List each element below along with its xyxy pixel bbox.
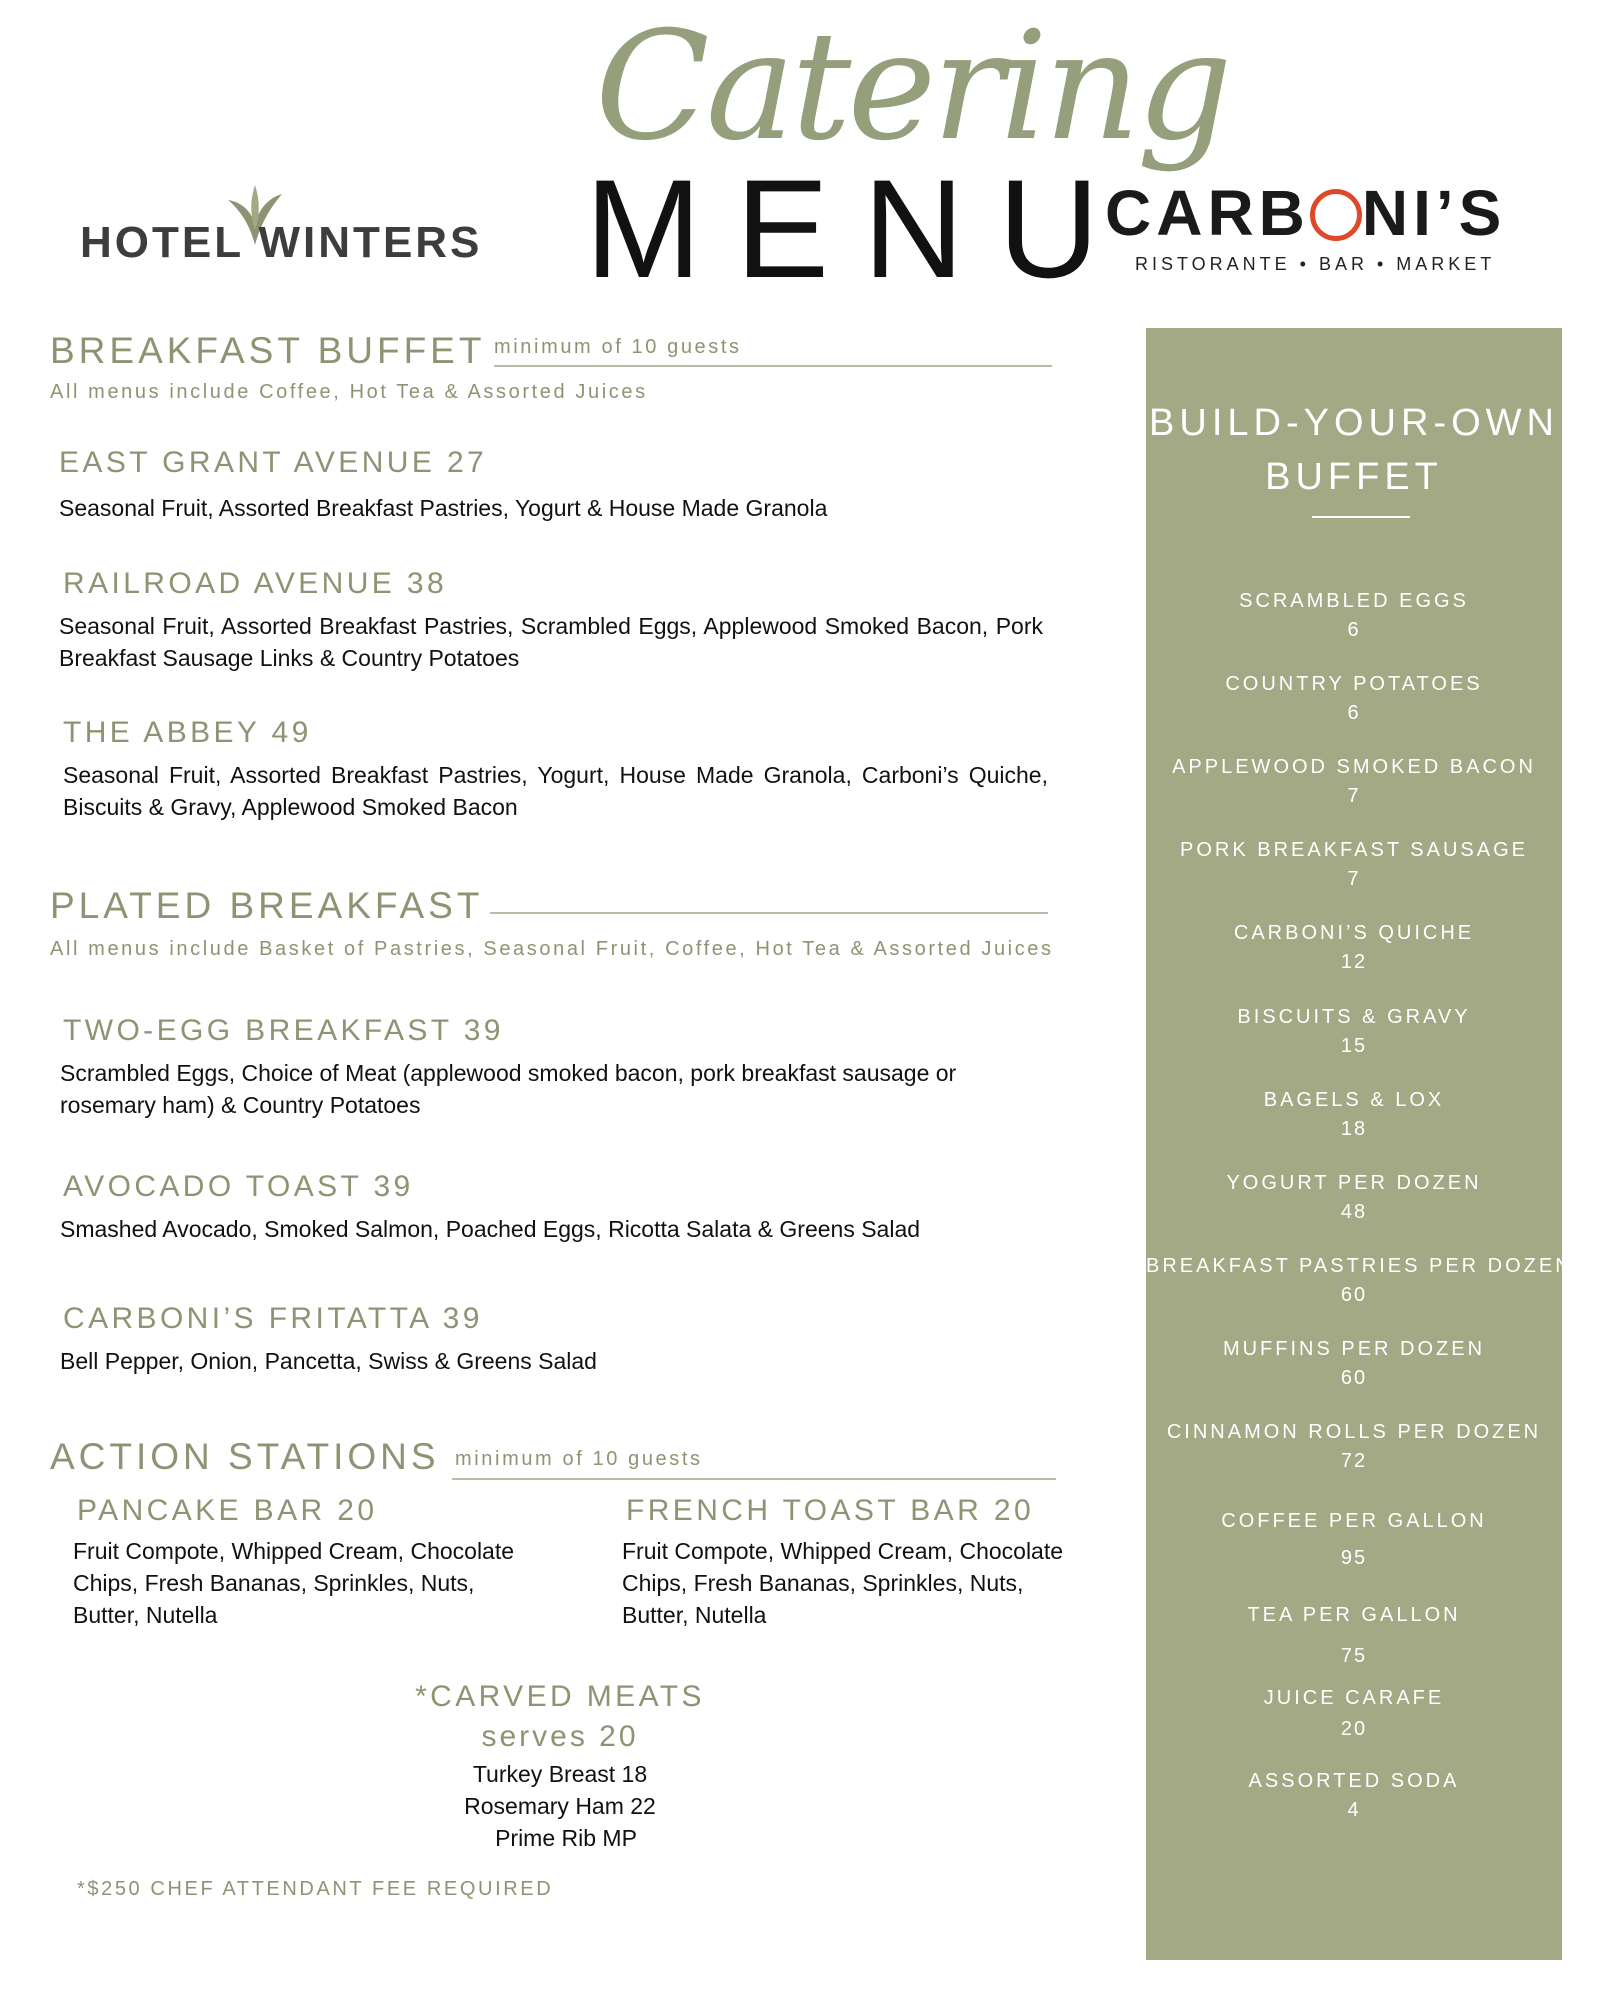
action-stations-minimum: minimum of 10 guests	[455, 1448, 703, 1470]
carbonis-logo	[1105, 176, 1525, 275]
french-toast-bar-title: FRENCH TOAST BAR 20	[626, 1494, 1035, 1527]
two-egg-breakfast-desc: Scrambled Eggs, Choice of Meat (applewood smoked bacon, pork breakfast sausage or rosemary ham) & Country Potatoes	[60, 1060, 957, 1118]
sidebar-item-price: 60	[1340, 1367, 1368, 1389]
breakfast-buffet-minimum: minimum of 10 guests	[494, 336, 742, 358]
sidebar-item-name: JUICE CARAFE	[1263, 1687, 1445, 1709]
two-egg-breakfast-title: TWO-EGG BREAKFAST 39	[63, 1014, 504, 1047]
sidebar-menu-item	[1146, 1255, 1573, 1307]
hotel-winters-logo	[80, 180, 500, 280]
pancake-bar-desc: Fruit Compote, Whipped Cream, Chocolate Chips, Fresh Bananas, Sprinkles, Nuts, Butter, Nutella	[73, 1538, 515, 1628]
sidebar-item-name: MUFFINS PER DOZEN	[1222, 1338, 1486, 1360]
sidebar-menu-item	[1146, 1421, 1562, 1473]
avocado-toast-title: AVOCADO TOAST 39	[63, 1170, 414, 1203]
french-toast-bar-desc: Fruit Compote, Whipped Cream, Chocolate Chips, Fresh Bananas, Sprinkles, Nuts, Butter, Nutella	[622, 1538, 1064, 1628]
sidebar-item-price: 7	[1347, 868, 1361, 890]
carbonis-fritatta-title: CARBONI’S FRITATTA 39	[63, 1302, 483, 1335]
sidebar-item-name: COUNTRY POTATOES	[1225, 673, 1483, 695]
breakfast-buffet-rule	[494, 365, 1052, 367]
sidebar-item-price: 7	[1347, 785, 1361, 807]
sidebar-item-name: SCRAMBLED EGGS	[1239, 590, 1469, 612]
breakfast-buffet-title: BREAKFAST BUFFET	[50, 330, 486, 371]
east-grant-avenue-desc: Seasonal Fruit, Assorted Breakfast Pastries, Yogurt & House Made Granola	[59, 495, 828, 521]
railroad-avenue-desc: Seasonal Fruit, Assorted Breakfast Pastries, Scrambled Eggs, Applewood Smoked Bacon, Pork Breakfast Sausage Links & Country Potatoes	[59, 613, 1043, 671]
plated-breakfast-title: PLATED BREAKFAST	[50, 885, 484, 926]
sidebar-menu-item	[1146, 1172, 1562, 1224]
build-your-own-buffet-panel	[1146, 328, 1573, 1960]
sidebar-menu-item	[1146, 1006, 1562, 1058]
sidebar-menu-item	[1146, 1089, 1562, 1141]
hotel-winters-logo-text: HOTEL WINTERS	[80, 218, 483, 267]
sidebar-item-name: COFFEE PER GALLON	[1221, 1510, 1487, 1532]
sidebar-item-price: 75	[1340, 1645, 1368, 1667]
plated-breakfast-rule	[490, 912, 1048, 914]
carbonis-logo-subtitle: RISTORANTE • BAR • MARKET	[1135, 254, 1496, 274]
sidebar-item-name: CINNAMON ROLLS PER DOZEN	[1166, 1421, 1542, 1443]
carbonis-fritatta-desc: Bell Pepper, Onion, Pancetta, Swiss & Greens Salad	[60, 1348, 597, 1374]
sidebar-item-price: 20	[1340, 1718, 1368, 1740]
sidebar-item-name: BISCUITS & GRAVY	[1237, 1006, 1471, 1028]
carved-meats-item: Rosemary Ham 22	[464, 1793, 656, 1819]
carved-meats-title: *CARVED MEATS	[415, 1680, 705, 1713]
chef-fee-note: *$250 CHEF ATTENDANT FEE REQUIRED	[77, 1878, 554, 1900]
catering-script-title: Catering	[595, 0, 1229, 174]
sidebar-item-price: 15	[1340, 1035, 1368, 1057]
sidebar-item-price: 18	[1340, 1118, 1368, 1140]
sidebar-item-name: APPLEWOOD SMOKED BACON	[1172, 756, 1536, 778]
carved-meats-block	[360, 1680, 760, 1854]
sidebar-item-price: 72	[1340, 1450, 1368, 1472]
sidebar-item-price: 60	[1340, 1284, 1368, 1306]
plated-breakfast-note: All menus include Basket of Pastries, Seasonal Fruit, Coffee, Hot Tea & Assorted Juices	[50, 938, 1054, 960]
carved-meats-item: Turkey Breast 18	[472, 1761, 648, 1787]
sidebar-item-price: 48	[1340, 1201, 1368, 1223]
the-abbey-desc: Seasonal Fruit, Assorted Breakfast Pastries, Yogurt, House Made Granola, Carboni’s Quiche, Biscuits & Gravy, Applewood Smoked Bacon	[63, 762, 1048, 820]
sidebar-menu-item	[1146, 1687, 1562, 1741]
sidebar-menu-item	[1146, 922, 1562, 974]
carved-meats-item: Prime Rib MP	[495, 1825, 637, 1851]
sidebar-item-price: 12	[1340, 951, 1368, 973]
sidebar-item-price: 4	[1347, 1799, 1361, 1821]
action-stations-title: ACTION STATIONS	[50, 1436, 440, 1477]
carved-meats-serves: serves 20	[481, 1720, 639, 1753]
avocado-toast-desc: Smashed Avocado, Smoked Salmon, Poached Eggs, Ricotta Salata & Greens Salad	[60, 1216, 921, 1242]
sidebar-menu-item	[1146, 1770, 1562, 1822]
menu-title: MENU	[585, 150, 1134, 307]
sidebar-menu-item	[1146, 756, 1562, 808]
breakfast-buffet-note: All menus include Coffee, Hot Tea & Assorted Juices	[50, 381, 648, 403]
east-grant-avenue-title: EAST GRANT AVENUE 27	[59, 446, 488, 479]
sidebar-menu-item	[1146, 1604, 1562, 1668]
sidebar-item-name: YOGURT PER DOZEN	[1226, 1172, 1482, 1194]
sidebar-item-name: PORK BREAKFAST SAUSAGE	[1180, 839, 1528, 861]
sidebar-menu-item	[1146, 839, 1562, 891]
sidebar-item-name: TEA PER GALLON	[1247, 1604, 1461, 1626]
pancake-bar-title: PANCAKE BAR 20	[77, 1494, 378, 1527]
carbonis-o-ring-icon	[1310, 189, 1362, 241]
sidebar-item-name: BAGELS & LOX	[1263, 1089, 1445, 1111]
sidebar-item-price: 6	[1347, 702, 1361, 724]
sidebar-item-name: CARBONI’S QUICHE	[1233, 922, 1475, 944]
build-your-own-buffet-title: BUILD-YOUR-OWN BUFFET	[1149, 402, 1559, 498]
sidebar-item-price: 6	[1347, 619, 1361, 641]
sidebar-menu-item	[1146, 590, 1562, 642]
railroad-avenue-title: RAILROAD AVENUE 38	[63, 567, 448, 600]
sidebar-item-name: BREAKFAST PASTRIES PER DOZEN	[1146, 1255, 1573, 1277]
sidebar-item-name: ASSORTED SODA	[1248, 1770, 1460, 1792]
the-abbey-title: THE ABBEY 49	[63, 716, 312, 749]
carbonis-logo-name: CARB NI’S	[1105, 177, 1507, 249]
sidebar-menu-item	[1146, 1338, 1562, 1390]
sidebar-item-price: 95	[1340, 1547, 1368, 1569]
sidebar-rule	[1312, 516, 1410, 518]
action-stations-rule	[452, 1478, 1056, 1480]
sidebar-menu-item	[1146, 1510, 1562, 1570]
sidebar-menu-item	[1146, 673, 1562, 725]
